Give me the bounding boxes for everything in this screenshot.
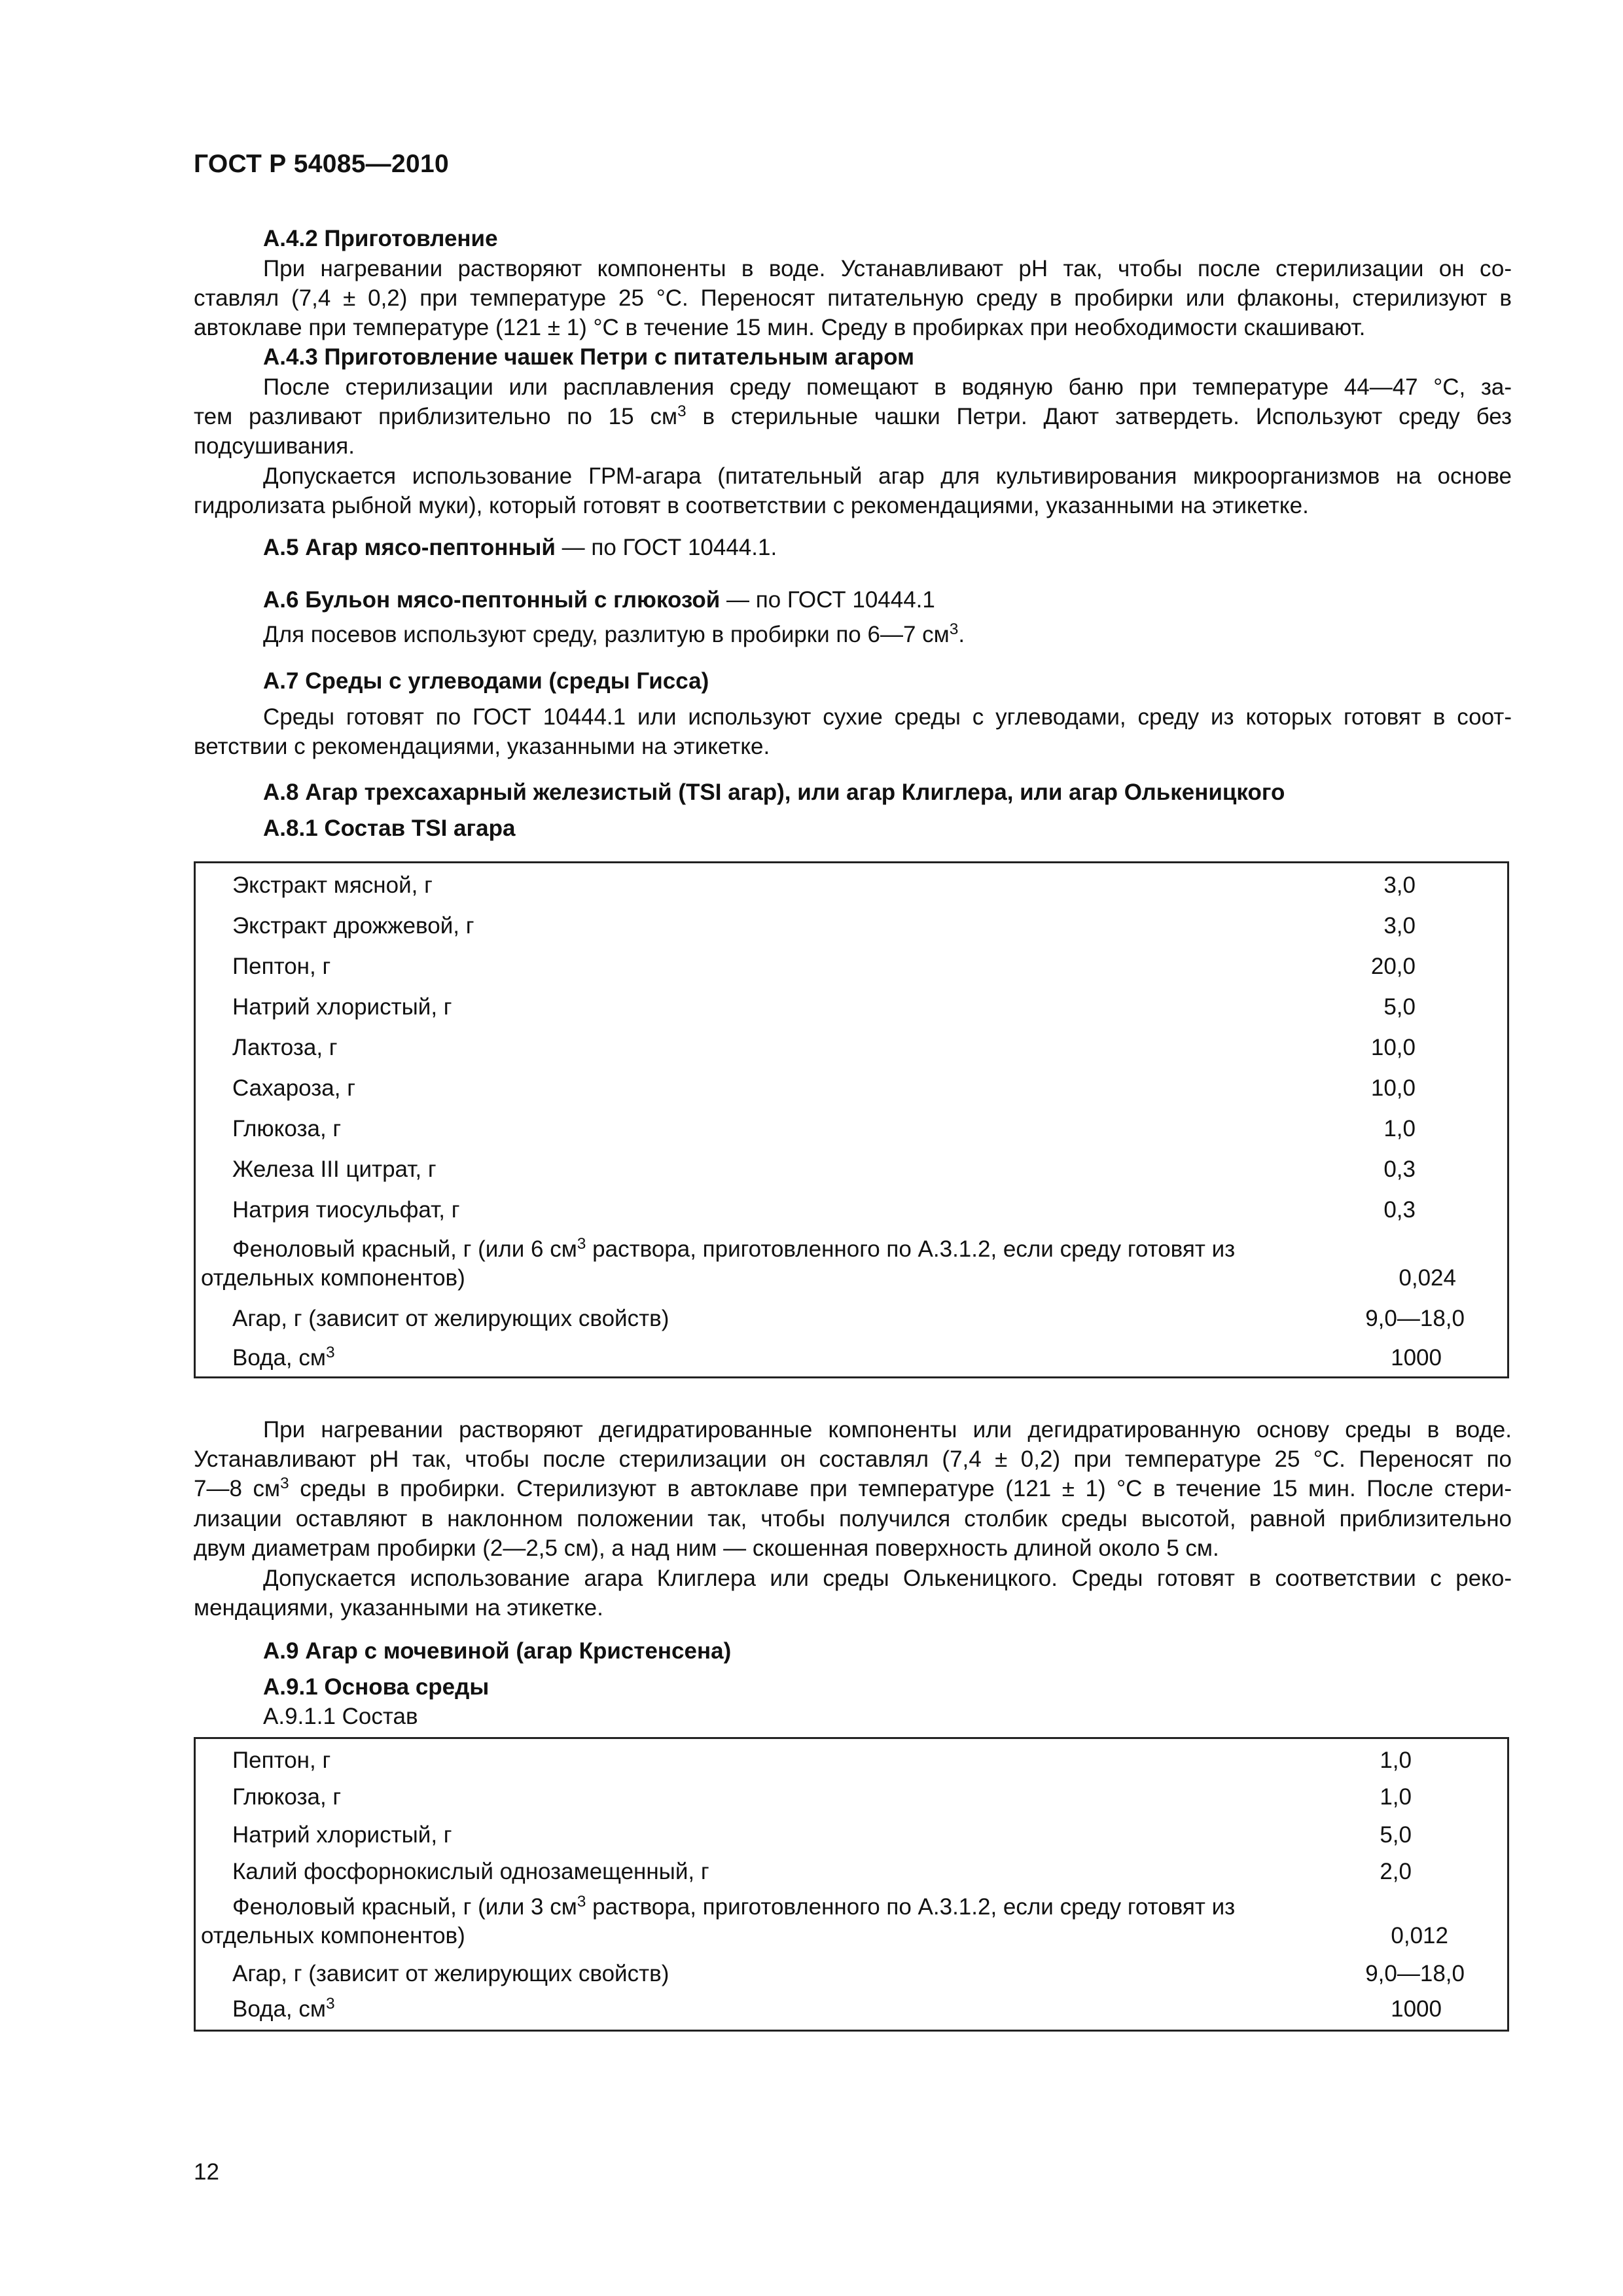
a43-line-2: тем разливают приблизительно по 15 $см^3$ в стерильные чашки Петри. Дают затвердеть. Используют среду без [194, 402, 1512, 429]
christensen-base-table [194, 1737, 1509, 2032]
section-a8-title: А.8 Агар трехсахарный железистый (TSI агар), или агар Клиглера, или агар Олькеницкого [263, 780, 1285, 805]
section-a9-title: А.9 Агар с мочевиной (агар Кристенсена) [263, 1638, 732, 1664]
p2-line-7: мендациями, указанными на этикетке. [194, 1595, 603, 1621]
a43-line-5: гидролизата рыбной муки), который готовят в соответствии с рекомендациями, указанными на этикетке. [194, 493, 1309, 518]
ingredient-name: Глюкоза, г [232, 1784, 342, 1810]
ingredient-name: Натрия тиосульфат, г [232, 1197, 460, 1223]
section-a6: А.6 Бульон мясо-пептонный с глюкозой — по ГОСТ 10444.1 [263, 587, 935, 613]
a7-line-2: ветствии с рекомендациями, указанными на этикетке. [194, 734, 770, 759]
section-a5: А.5 Агар мясо-пептонный — по ГОСТ 10444.1. [263, 535, 777, 560]
ingredient-value: 1,0 [1380, 1784, 1412, 1810]
ingredient-name: Агар, г (зависит от желирующих свойств) [232, 1306, 669, 1331]
ingredient-name: Вода, $см^3$ [232, 1343, 335, 1371]
ingredient-value: 5,0 [1380, 1822, 1412, 1848]
ingredient-value: 5,0 [1383, 994, 1416, 1020]
ingredient-name: Экстракт дрожжевой, г [232, 913, 474, 939]
ingredient-value: 1,0 [1380, 1748, 1412, 1773]
ingredient-name: Пептон, г [232, 954, 331, 979]
p2-line-2: Устанавливают рН так, чтобы после стерилизации он составлял (7,4 ± 0,2) при температуре 25 °С. Переносят по [194, 1446, 1512, 1472]
ingredient-value: 1,0 [1383, 1116, 1416, 1141]
a43-line-1: После стерилизации или расплавления среду помещают в водяную баню при температуре 44—47 °С, за- [263, 374, 1512, 400]
ingredient-value: 0,012 [1391, 1923, 1448, 1948]
ingredient-value: 2,0 [1380, 1859, 1412, 1884]
ingredient-name: Феноловый красный, г (или 6 $см^3$ раствора, приготовленного по А.3.1.2, если среду готовят из [232, 1234, 1236, 1262]
page-number: 12 [194, 2159, 219, 2185]
ingredient-value: 10,0 [1370, 1035, 1416, 1060]
ingredient-name-cont: отдельных компонентов) [201, 1923, 465, 1948]
ingredient-name: Пептон, г [232, 1748, 331, 1773]
ingredient-name: Натрий хлористый, г [232, 1822, 452, 1848]
section-a81-title: А.8.1 Состав TSI агара [263, 816, 516, 841]
ingredient-value: 9,0—18,0 [1365, 1961, 1465, 1986]
ingredient-name: Калий фосфорнокислый однозамещенный, г [232, 1859, 709, 1884]
ingredient-value: 0,3 [1383, 1197, 1416, 1223]
a7-line-1: Среды готовят по ГОСТ 10444.1 или используют сухие среды с углеводами, среду из которых готовят в соот- [263, 704, 1512, 730]
a43-line-4: Допускается использование ГРМ-агара (питательный агар для культивирования микроорганизмов на основе [263, 463, 1512, 489]
a6-line-1: Для посевов используют среду, разлитую в пробирки по 6—7 $см^3$. [263, 620, 965, 647]
ingredient-name: Феноловый красный, г (или 3 $см^3$ раствора, приготовленного по А.3.1.2, если среду готовят из [232, 1892, 1236, 1920]
p2-line-5: двум диаметрам пробирки (2—2,5 см), а над ним — скошенная поверхность длиной около 5 см. [194, 1535, 1219, 1561]
a43-line-3: подсушивания. [194, 433, 355, 459]
document-header: ГОСТ Р 54085—2010 [194, 150, 449, 178]
ingredient-value: 3,0 [1383, 872, 1416, 898]
p2-line-4: лизации оставляют в наклонном положении так, чтобы получился столбик среды высотой, равной приблизительно [194, 1506, 1512, 1532]
ingredient-name: Железа III цитрат, г [232, 1157, 437, 1182]
ingredient-name: Экстракт мясной, г [232, 872, 433, 898]
section-a91-title: А.9.1 Основа среды [263, 1674, 490, 1700]
ingredient-value: 0,024 [1399, 1265, 1456, 1291]
ingredient-value: 0,3 [1383, 1157, 1416, 1182]
ingredient-name: Агар, г (зависит от желирующих свойств) [232, 1961, 669, 1986]
section-a42-title: А.4.2 Приготовление [263, 226, 498, 251]
ingredient-value: 20,0 [1370, 954, 1416, 979]
section-a911-title: А.9.1.1 Состав [263, 1704, 418, 1729]
section-a7-title: А.7 Среды с углеводами (среды Гисса) [263, 668, 709, 694]
ingredient-value: 1000 [1391, 1345, 1442, 1371]
tsi-composition-table [194, 861, 1509, 1378]
ingredient-name: Лактоза, г [232, 1035, 338, 1060]
ingredient-value: 10,0 [1370, 1075, 1416, 1101]
ingredient-name: Натрий хлористый, г [232, 994, 452, 1020]
p2-line-6: Допускается использование агара Клиглера или среды Олькеницкого. Среды готовят в соответствии с реко- [263, 1566, 1512, 1591]
a42-line-1: При нагревании растворяют компоненты в воде. Устанавливают рН так, чтобы после стерилизации он со- [263, 256, 1512, 281]
p2-line-3: 7—8 $см^3$ среды в пробирки. Стерилизуют в автоклаве при температуре (121 ± 1) °С в течение 15 мин. После стери- [194, 1474, 1512, 1501]
ingredient-name: Вода, $см^3$ [232, 1994, 335, 2022]
ingredient-name: Сахароза, г [232, 1075, 355, 1101]
section-a43-title: А.4.3 Приготовление чашек Петри с питательным агаром [263, 344, 914, 370]
ingredient-name-cont: отдельных компонентов) [201, 1265, 465, 1291]
ingredient-value: 9,0—18,0 [1365, 1306, 1465, 1331]
p2-line-1: При нагревании растворяют дегидратированные компоненты или дегидратированную основу среды в воде. [263, 1417, 1512, 1443]
ingredient-name: Глюкоза, г [232, 1116, 342, 1141]
a42-line-2: ставлял (7,4 ± 0,2) при температуре 25 °С. Переносят питательную среду в пробирки или флаконы, стерилизуют в [194, 285, 1512, 311]
a42-line-3: автоклаве при температуре (121 ± 1) °С в течение 15 мин. Среду в пробирках при необходимости скашивают. [194, 315, 1366, 340]
ingredient-value: 1000 [1391, 1996, 1442, 2022]
ingredient-value: 3,0 [1383, 913, 1416, 939]
